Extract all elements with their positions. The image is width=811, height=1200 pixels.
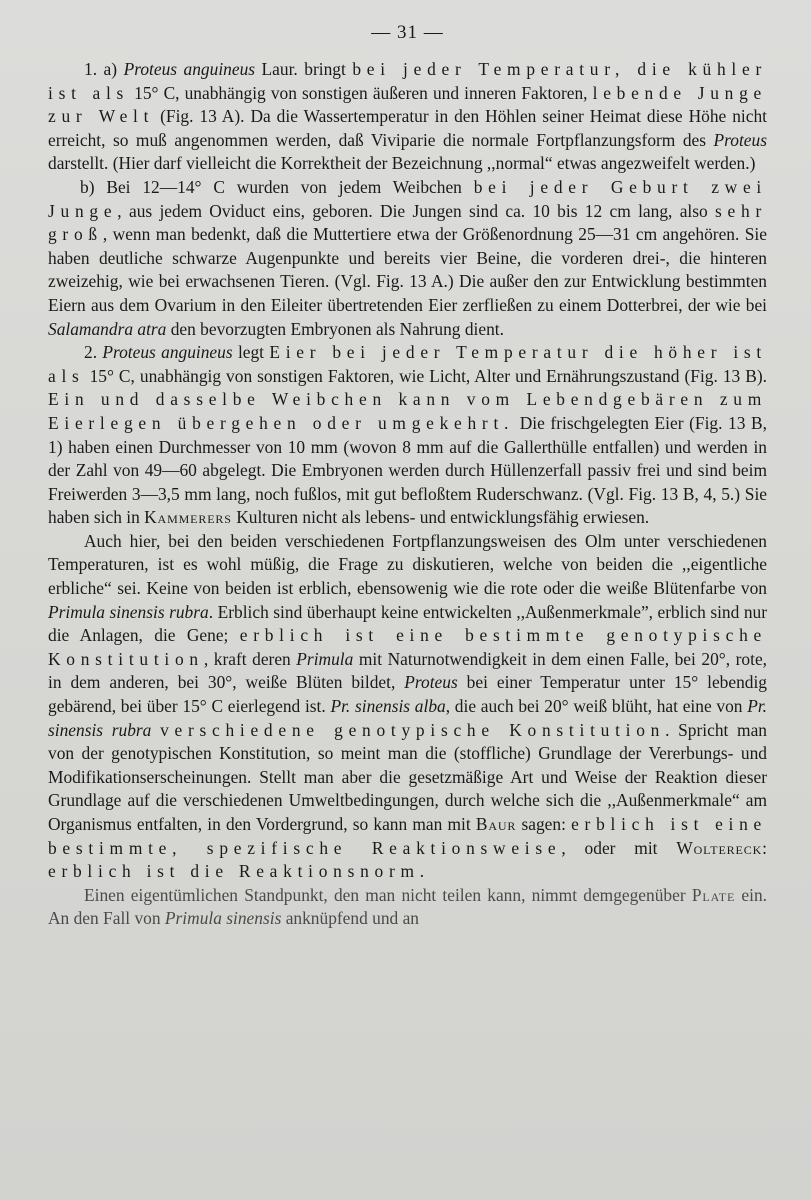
text-run: , oder mit (561, 837, 677, 858)
paragraph-1a (48, 58, 767, 176)
page-number: — 31 — (371, 22, 444, 43)
text-run: Laur. bringt (255, 59, 353, 79)
text-run: , wenn man bedenkt, daß die Muttertiere etwa der Größenordnung 25—31 cm angehören. Sie haben deutliche schwarze Augenpunkte und bereits vier Beine, die vorderen drei-, die hinteren zweizehig, wie bei erwachsenen Tieren. (Vgl. Fig. 13 A.) Die außer den zur Entwicklung bestimmten Eiern aus dem Ovarium in den Eileiter übertretenden Eier zerfließen zu einem Dotterbrei, der wie bei (48, 224, 767, 315)
text-run: (Fig. 13 A). Da die Wassertemperatur in den Höhlen seiner Heimat diese Höhe nicht erreicht, so muß angenommen werden, daß Viviparie die normale Fortpflanzungsform des (48, 106, 767, 150)
emphasis-spaced: bei jeder Temperatur, die kühler ist als (48, 59, 767, 103)
text-run: Einen eigentümlichen Standpunkt, den man nicht teilen kann, nimmt demgegenüber (84, 884, 692, 905)
emphasis-spaced: verschiedene genotypische Konstitution (160, 719, 666, 740)
text-run: . (419, 861, 425, 882)
text-run: sagen: (516, 814, 572, 834)
author-name: Woltereck (676, 837, 763, 858)
emphasis-spaced: sehr groß (48, 200, 767, 245)
emphasis-spaced: erblich ist eine bestimmte, spezifische Reaktionsweise (48, 814, 768, 858)
author-name: Plate (691, 884, 736, 905)
species-name: Pr. sinensis alba (330, 696, 446, 717)
text-run: Die frischgelegten Eier (Fig. 13 B, 1) haben einen Durchmesser von 10 mm (wovon 8 mm auf die Gallerthülle entfallen) und werden in der Zahl von 49—60 abgelegt. Die Embryonen werden durch Hüllenzerfall passiv frei und sind beim Freiwerden 3—3,5 mm lang, noch fußlos, mit gut befloßtem Ruderschwanz. (Vgl. Fig. 13 B, 4, 5.) Sie haben sich in (48, 412, 767, 528)
paragraph-2 (48, 341, 767, 530)
text-run: mit Naturnotwendigkeit in dem einen Falle, bei 20°, rote, in dem anderen, bei 30°, weiße Blüten bildet, (48, 648, 768, 693)
paragraph-3 (48, 530, 767, 884)
text-run: Auch hier, bei den beiden verschiedenen Fortpflanzungsweisen des Olm unter verschiedenen Temperaturen, ist es wohl müßig, die Frage zu diskutieren, welche von beiden die ,,eigentliche erbliche“ sei. Keine von beiden ist erblich, ebensowenig wie die rote oder die weiße Blütenfarbe von (48, 530, 767, 599)
species-name: Proteus (713, 129, 767, 150)
species-name: Pr. sinensis rubra (48, 696, 768, 740)
text-run: darstellt. (Hier darf vielleicht die Korrektheit der Bezeichnung ,,normal“ etwas angezweifelt werden.) (48, 153, 756, 174)
text-run: . Erblich sind überhaupt keine entwickelten ,,Außenmerkmale”, erblich sind nur die Anlagen, die Gene; (48, 601, 767, 646)
paragraph-4 (48, 884, 767, 931)
species-name: Primula sinensis (164, 908, 282, 929)
text-run: 1. a) (84, 59, 124, 79)
text-run: , die auch bei 20° weiß blüht, hat eine von (445, 696, 748, 717)
species-name: Proteus anguineus (102, 342, 233, 363)
text-run: . Spricht man von der genotypischen Konstitution, so meint man die (stoffliche) Grundlage der Vererbungs- und Modifikationserscheinungen. Stellt man aber die gesetzmäßige Art und Weise der Reaktion dieser Grundlage auf die verschiedenen Umweltbedingungen, durch welche sich die ,,Außenmerkmale“ am Organismus entfalten, in den Vordergrund, so kann man mit (48, 719, 767, 834)
species-name: Proteus anguineus (123, 59, 256, 79)
text-run: , aus jedem Oviduct eins, geboren. Die Jungen sind ca. 10 bis 12 cm lang, also (117, 200, 716, 221)
text-run: legt (232, 342, 270, 363)
emphasis-spaced: Eier bei jeder Temperatur die höher ist als (48, 342, 767, 386)
body-text (48, 58, 767, 931)
text-run: bei einer Temperatur unter 15° lebendig gebärend, bei über 15° C eierlegend ist. (48, 672, 767, 717)
text-run: ein. An den Fall von (48, 884, 767, 929)
emphasis-spaced: Ein und dasselbe Weibchen kann vom Lebendgebären zum Eierlegen übergehen oder umgekehrt. (48, 389, 767, 433)
text-run: , kraft deren (203, 648, 297, 669)
emphasis-spaced: erblich ist eine bestimmte genotypische Konstitution (48, 625, 767, 669)
text-run: anknüpfend und an (281, 908, 419, 929)
species-name: Primula (296, 648, 354, 669)
author-name: Baur (475, 814, 517, 834)
text-run: 2. (84, 342, 103, 363)
text-run: den bevorzugten Embryonen als Nahrung dient. (166, 318, 504, 339)
text-run: 15° C, unabhängig von sonstigen Faktoren, wie Licht, Alter und Ernährungszustand (Fig. 13 B). (84, 365, 767, 386)
species-name: Proteus (404, 672, 458, 693)
text-run: b) Bei 12—14° C wurden von jedem Weibchen (80, 176, 474, 197)
text-run: 15° C, unabhängig von sonstigen äußeren und inneren Faktoren, (129, 82, 593, 103)
emphasis-spaced: bei jeder Geburt zwei Junge (48, 176, 767, 221)
text-run: : (762, 837, 767, 858)
emphasis-spaced: lebende Junge zur Welt (48, 82, 768, 127)
species-name: Primula sinensis rubra (48, 601, 209, 622)
author-name: Kammerers (144, 507, 232, 528)
emphasis-spaced: erblich ist die Reaktionsnorm (48, 861, 420, 882)
species-name: Salamandra atra (48, 318, 167, 339)
paragraph-1b (48, 176, 767, 341)
text-run: Kulturen nicht als lebens- und entwicklungsfähig erwiesen. (231, 507, 650, 528)
text-run (151, 720, 160, 740)
